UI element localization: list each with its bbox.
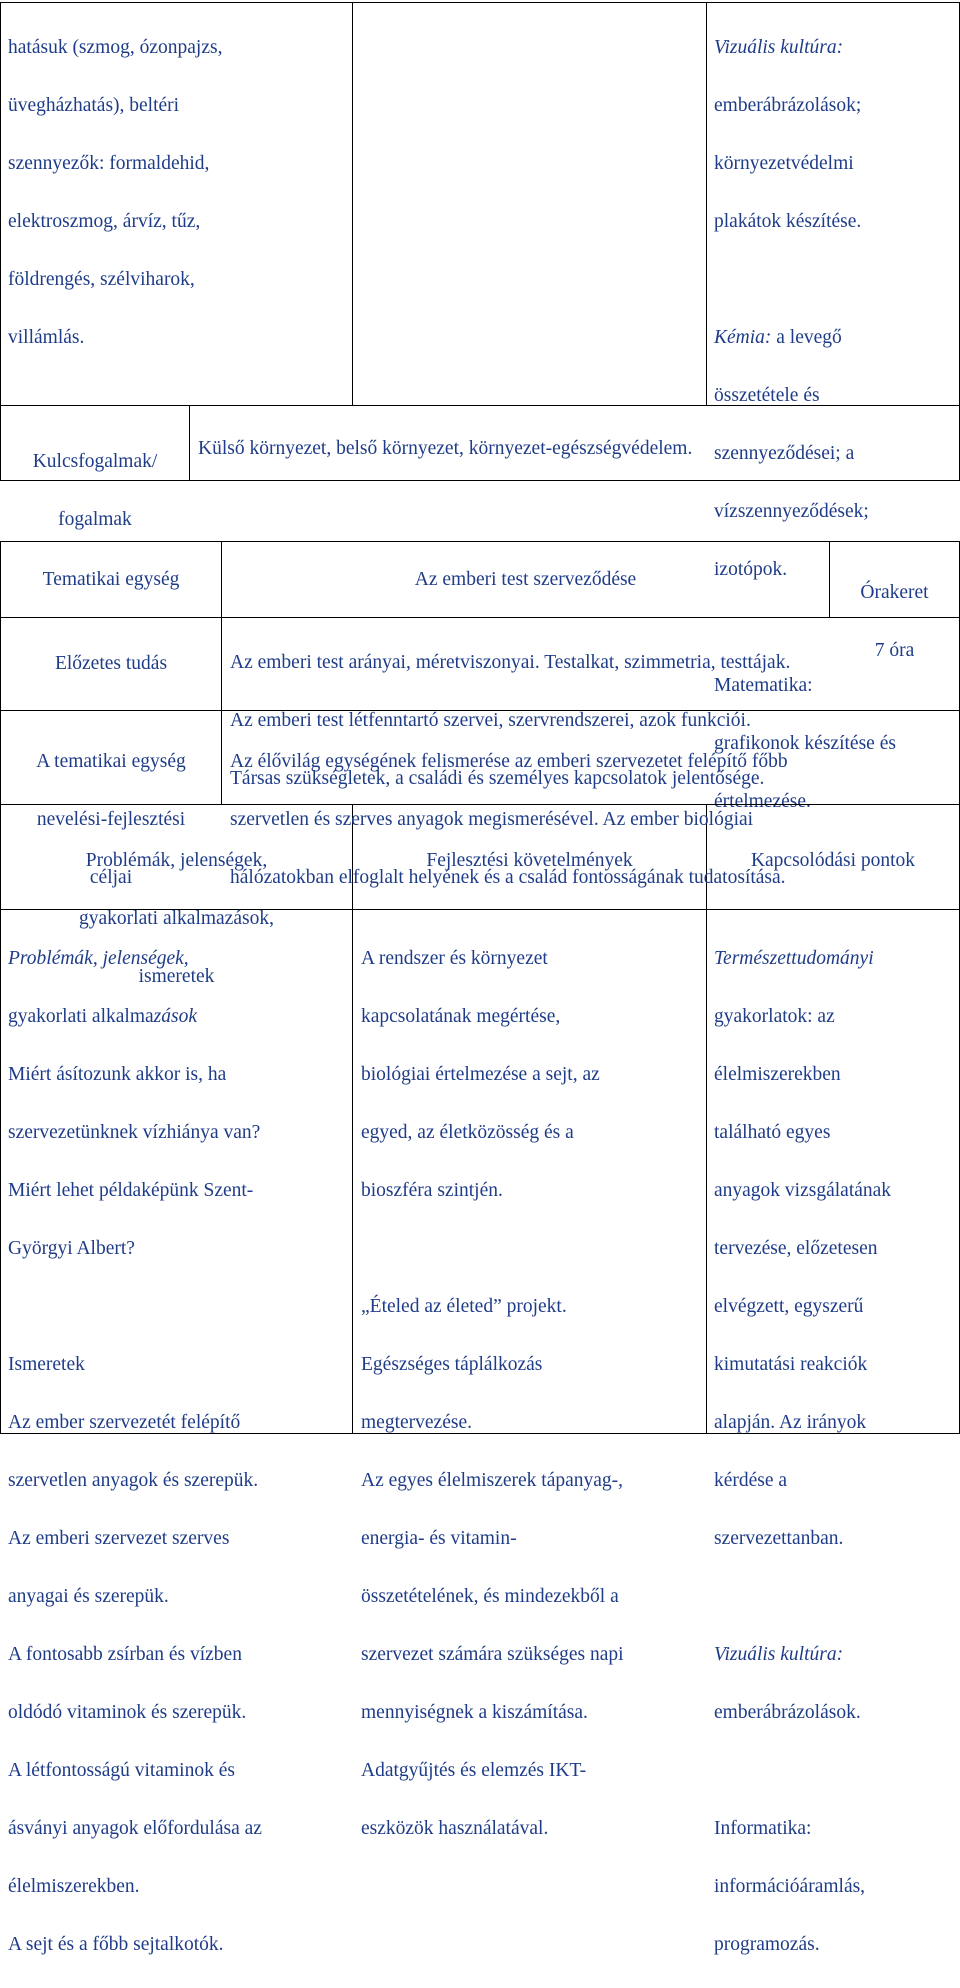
ismeretek-line: élelmiszerekben. bbox=[8, 1876, 140, 1897]
problemak-heading: Problémák, jelenségek, bbox=[8, 948, 189, 969]
text-line: földrengés, szélviharok, bbox=[8, 269, 195, 290]
text-line: Problémák, jelenségek, bbox=[85, 850, 268, 871]
text-line: szennyezők: formaldehid, bbox=[8, 153, 210, 174]
text-line: plakátok készítése. bbox=[714, 211, 862, 232]
elozetes-tudas-label: Előzetes tudás bbox=[54, 653, 168, 674]
spacer bbox=[361, 1234, 705, 1263]
text-fragment: zások bbox=[153, 1006, 197, 1027]
kapcsolodasi-column-text bbox=[714, 915, 958, 1988]
text-line: kapcsolatának megértése, bbox=[361, 1006, 561, 1027]
kemia-label: Kémia: bbox=[714, 327, 772, 348]
text-line: „Ételed az életed” projekt. bbox=[361, 1296, 567, 1317]
text-line: A rendszer és környezet bbox=[361, 948, 548, 969]
gyakorlati-heading-line bbox=[8, 1002, 350, 1031]
text-line: hatásuk (szmog, ózonpajzs, bbox=[8, 37, 223, 58]
text-line: energia- és vitamin- bbox=[361, 1528, 517, 1549]
text-line: összetételének, és mindezekből a bbox=[361, 1586, 619, 1607]
text-line: egyed, az életközösség és a bbox=[361, 1122, 574, 1143]
question-line: szervezetünknek vízhiánya van? bbox=[8, 1122, 261, 1143]
text-line: biológiai értelmezése a sejt, az bbox=[361, 1064, 600, 1085]
vizualis-kultura-label: Vizuális kultúra: bbox=[714, 1644, 844, 1665]
text-line: Egészséges táplálkozás bbox=[361, 1354, 543, 1375]
text-line: alapján. Az irányok bbox=[714, 1412, 867, 1433]
text-line: Adatgyűjtés és elemzés IKT- bbox=[361, 1760, 587, 1781]
header-kapcsolodasi: Kapcsolódási pontok bbox=[750, 850, 916, 871]
ismeretek-line: Az emberi szervezet szerves bbox=[8, 1528, 230, 1549]
text-line: szervezettanban. bbox=[714, 1528, 844, 1549]
text-line: fogalmak bbox=[58, 509, 132, 530]
ismeretek-line: A fontosabb zsírban és vízben bbox=[8, 1644, 242, 1665]
tematikai-egyseg-label: Tematikai egység bbox=[42, 569, 180, 590]
text-line: Az emberi test létfenntartó szervei, szervrendszerei, azok funkciói. bbox=[230, 710, 751, 731]
tematikai-egyseg-title: Az emberi test szerveződése bbox=[414, 569, 637, 590]
text-line: szennyeződései; a bbox=[714, 443, 855, 464]
text-line: Az élővilág egységének felismerése az emberi szervezetet felépítő főbb bbox=[230, 751, 788, 772]
top-col1-text bbox=[8, 4, 348, 381]
text-line: anyagok vizsgálatának bbox=[714, 1180, 892, 1201]
text-line: A tematikai egység bbox=[36, 751, 186, 772]
text-line: elvégzett, egyszerű bbox=[714, 1296, 864, 1317]
top-table-col2-cell bbox=[352, 2, 707, 406]
spacer bbox=[714, 265, 958, 294]
question-line: Györgyi Albert? bbox=[8, 1238, 135, 1259]
text-fragment: gyakorlati alkalma bbox=[8, 1006, 154, 1027]
text-line: környezetvédelmi bbox=[714, 153, 854, 174]
text-line: Az emberi test arányai, méretviszonyai. Testalkat, szimmetria, testtájak. bbox=[230, 652, 791, 673]
header-fejlesztesi: Fejlesztési követelmények bbox=[426, 850, 633, 871]
text-line: Az egyes élelmiszerek tápanyag-, bbox=[361, 1470, 624, 1491]
text-line: összetétele és bbox=[714, 385, 820, 406]
text-line: nevelési-fejlesztési bbox=[36, 809, 186, 830]
matematika-label: Matematika: bbox=[714, 675, 813, 696]
text-line: üvegházhatás), beltéri bbox=[8, 95, 180, 116]
text-line: tervezése, előzetesen bbox=[714, 1238, 878, 1259]
ismeretek-line: oldódó vitaminok és szerepük. bbox=[8, 1702, 247, 1723]
text-line: eszközök használatával. bbox=[361, 1818, 549, 1839]
ismeretek-label: Ismeretek bbox=[8, 1354, 85, 1375]
text-line: élelmiszerekben bbox=[714, 1064, 841, 1085]
informatika-label: Informatika: bbox=[714, 1818, 812, 1839]
text-line: grafikonok készítése és bbox=[714, 733, 896, 754]
text-line: gyakorlatok: az bbox=[714, 1006, 835, 1027]
orakeret-label: Órakeret bbox=[860, 582, 929, 603]
spacer bbox=[714, 1756, 958, 1785]
text-line: kimutatási reakciók bbox=[714, 1354, 868, 1375]
question-line: Miért ásítozunk akkor is, ha bbox=[8, 1064, 227, 1085]
text-line: gyakorlati alkalmazások, bbox=[79, 908, 274, 929]
text-line: bioszféra szintjén. bbox=[361, 1180, 503, 1201]
text-line: Kulcsfogalmak/ bbox=[32, 451, 158, 472]
text-line: ismeretek bbox=[138, 966, 215, 987]
text-line: értelmezése. bbox=[714, 791, 811, 812]
ismeretek-line: Az ember szervezetét felépítő bbox=[8, 1412, 241, 1433]
ismeretek-line: szervetlen anyagok és szerepük. bbox=[8, 1470, 259, 1491]
text-line: villámlás. bbox=[8, 327, 85, 348]
text-line: Társas szükségletek, a családi és személyes kapcsolatok jelentősége. bbox=[230, 768, 765, 789]
spacer bbox=[8, 1292, 350, 1321]
ismeretek-line: A sejt és a főbb sejtalkotók. bbox=[8, 1934, 224, 1955]
text-line: hálózatokban elfoglalt helyének és a család fontosságának tudatosítása. bbox=[230, 867, 786, 888]
ismeretek-line: ásványi anyagok előfordulása az bbox=[8, 1818, 262, 1839]
text-line: szervetlen és szerves anyagok megismerésével. Az ember biológiai bbox=[230, 809, 754, 830]
fejlesztesi-column-text bbox=[361, 915, 705, 1872]
text-line: kérdése a bbox=[714, 1470, 788, 1491]
text-line: programozás. bbox=[714, 1934, 820, 1955]
spacer bbox=[714, 1582, 958, 1611]
question-line: Miért lehet példaképünk Szent- bbox=[8, 1180, 254, 1201]
text-line: megtervezése. bbox=[361, 1412, 472, 1433]
text-line: emberábrázolások. bbox=[714, 1702, 861, 1723]
vizualis-kultura-label: Vizuális kultúra: bbox=[714, 37, 844, 58]
ismeretek-line: A létfontosságú vitaminok és bbox=[8, 1760, 235, 1781]
problemak-column-text bbox=[8, 915, 350, 1988]
text-line: izotópok. bbox=[714, 559, 788, 580]
text-line: elektroszmog, árvíz, tűz, bbox=[8, 211, 201, 232]
text-line: vízszennyeződések; bbox=[714, 501, 869, 522]
text-line: mennyiségnek a kiszámítása. bbox=[361, 1702, 588, 1723]
text-line: szervezet számára szükséges napi bbox=[361, 1644, 624, 1665]
kulcsfogalmak-value: Külső környezet, belső környezet, környezet-egészségvédelem. bbox=[198, 438, 693, 459]
text-line: található egyes bbox=[714, 1122, 831, 1143]
text-line: céljai bbox=[89, 867, 133, 888]
orakeret-value: 7 óra bbox=[874, 640, 915, 661]
text-line: információáramlás, bbox=[714, 1876, 866, 1897]
text-line: emberábrázolások; bbox=[714, 95, 862, 116]
text-line: a levegő bbox=[771, 327, 842, 348]
termeszettudomanyi-label: Természettudományi bbox=[714, 948, 874, 969]
kemia-line bbox=[714, 323, 958, 352]
ismeretek-line: anyagai és szerepük. bbox=[8, 1586, 169, 1607]
